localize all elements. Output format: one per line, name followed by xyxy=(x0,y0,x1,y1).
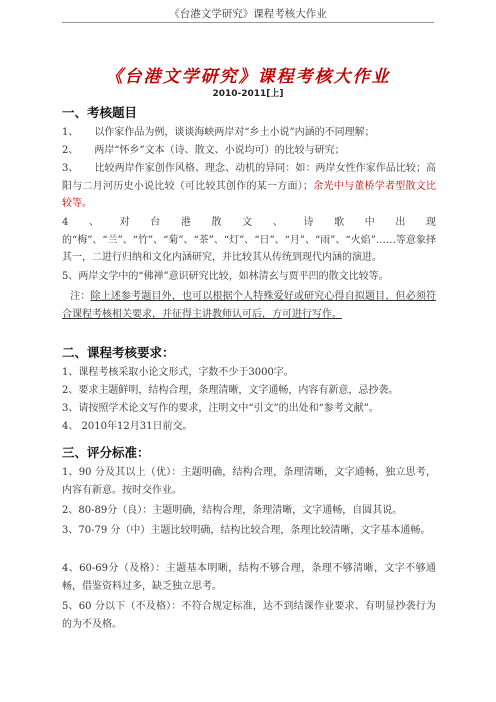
note-text: 除上述参考题目外，也可以根据个人特殊爱好或研究心得自拟题目，但必须符合课程考核相关要求，并征得主讲教师认可后，方可进行写作。 xyxy=(62,291,436,320)
topic-note xyxy=(62,288,436,323)
topic-item-4 xyxy=(62,214,436,267)
topic-number: 5、 xyxy=(62,271,79,282)
grading-item-1: 1、90 分及其以上（优）：主题明确，结构合理，条理清晰，文字通畅，独立思考，内容有新意。按时交作业。 xyxy=(62,467,436,496)
requirement-item-4: 4、 2010年12月31日前交。 xyxy=(62,421,193,432)
section-title-requirements: 二、课程考核要求： xyxy=(62,345,175,360)
topic-highlight: 余光中与董桥学者型散文比较等。 xyxy=(62,180,436,209)
topic-text: 两岸文学中的“佛禅”意识研究比较，如林清玄与贾平凹的散文比较等。 xyxy=(78,271,389,282)
topic-item-3 xyxy=(62,160,436,213)
topic-number: 4、 xyxy=(62,217,120,228)
requirement-item-3: 3、请按照学术论文写作的要求，注明文中“引文”的出处和“参考文献”。 xyxy=(62,403,379,414)
topic-number: 1、 xyxy=(62,127,79,138)
document-title: 《台港文学研究》课程考核大作业 xyxy=(105,67,391,87)
header-divider xyxy=(62,22,434,23)
section-title-grading: 三、评分标准： xyxy=(62,445,150,460)
grading-item-2: 2、80-89分（良）：主题明确，结构合理，条理清晰，文字通畅，自圆其说。 xyxy=(62,505,403,516)
topic-text: 比较两岸作家创作风格、理念、动机的异同：如：两岸女性作家作品比较；高阳与二月河历史小说比较（可比较其创作的某一方面）； xyxy=(62,163,436,192)
topic-item-1 xyxy=(62,124,436,142)
section-title-topics: 一、考核题目 xyxy=(62,105,138,120)
topic-text: 以作家作品为例，谈谈海峡两岸对“乡土小说”内涵的不同理解； xyxy=(94,127,375,138)
note-label: 注： xyxy=(70,291,91,302)
running-header: 《台港文学研究》课程考核大作业 xyxy=(169,8,327,20)
topic-item-2 xyxy=(62,142,436,160)
requirement-item-1: 1、课程考核采取小论文形式，字数不少于3000字。 xyxy=(62,367,294,378)
topic-item-5 xyxy=(62,268,436,286)
term-subtitle: 2010-2011[上] xyxy=(212,89,284,99)
grading-item-3: 3、70-79 分（中）主题比较明确，结构比较合理，条理比较清晰，文字基本通畅。 xyxy=(62,525,431,536)
topic-text: 两岸“怀乡”文本（诗、散文、小说均可）的比较与研究； xyxy=(94,145,345,156)
grading-item-5: 5、60 分以下（不及格）：不符合规定标准，达不到结课作业要求、有明显抄袭行为的为不及格。 xyxy=(62,601,436,630)
topic-number: 2、 xyxy=(62,145,79,156)
topic-text: 对台港散文、诗歌中出现的“梅”、“兰”、“竹”、“菊”、“茶”、“灯”、“日”、“月”、“雨”、“火焰”……等意象择其一，二进行归纳和文化内涵研究，并比较其从传统到现代内涵的演进。 xyxy=(62,217,436,263)
requirement-item-2: 2、要求主题鲜明，结构合理，条理清晰，文字通畅，内容有新意，忌抄袭。 xyxy=(62,385,399,396)
topic-number: 3、 xyxy=(62,163,79,174)
grading-item-4: 4、60-69分（及格）：主题基本明晰，结构不够合理，条理不够清晰，文字不够通畅，借鉴资料过多，缺乏独立思考。 xyxy=(62,563,436,592)
